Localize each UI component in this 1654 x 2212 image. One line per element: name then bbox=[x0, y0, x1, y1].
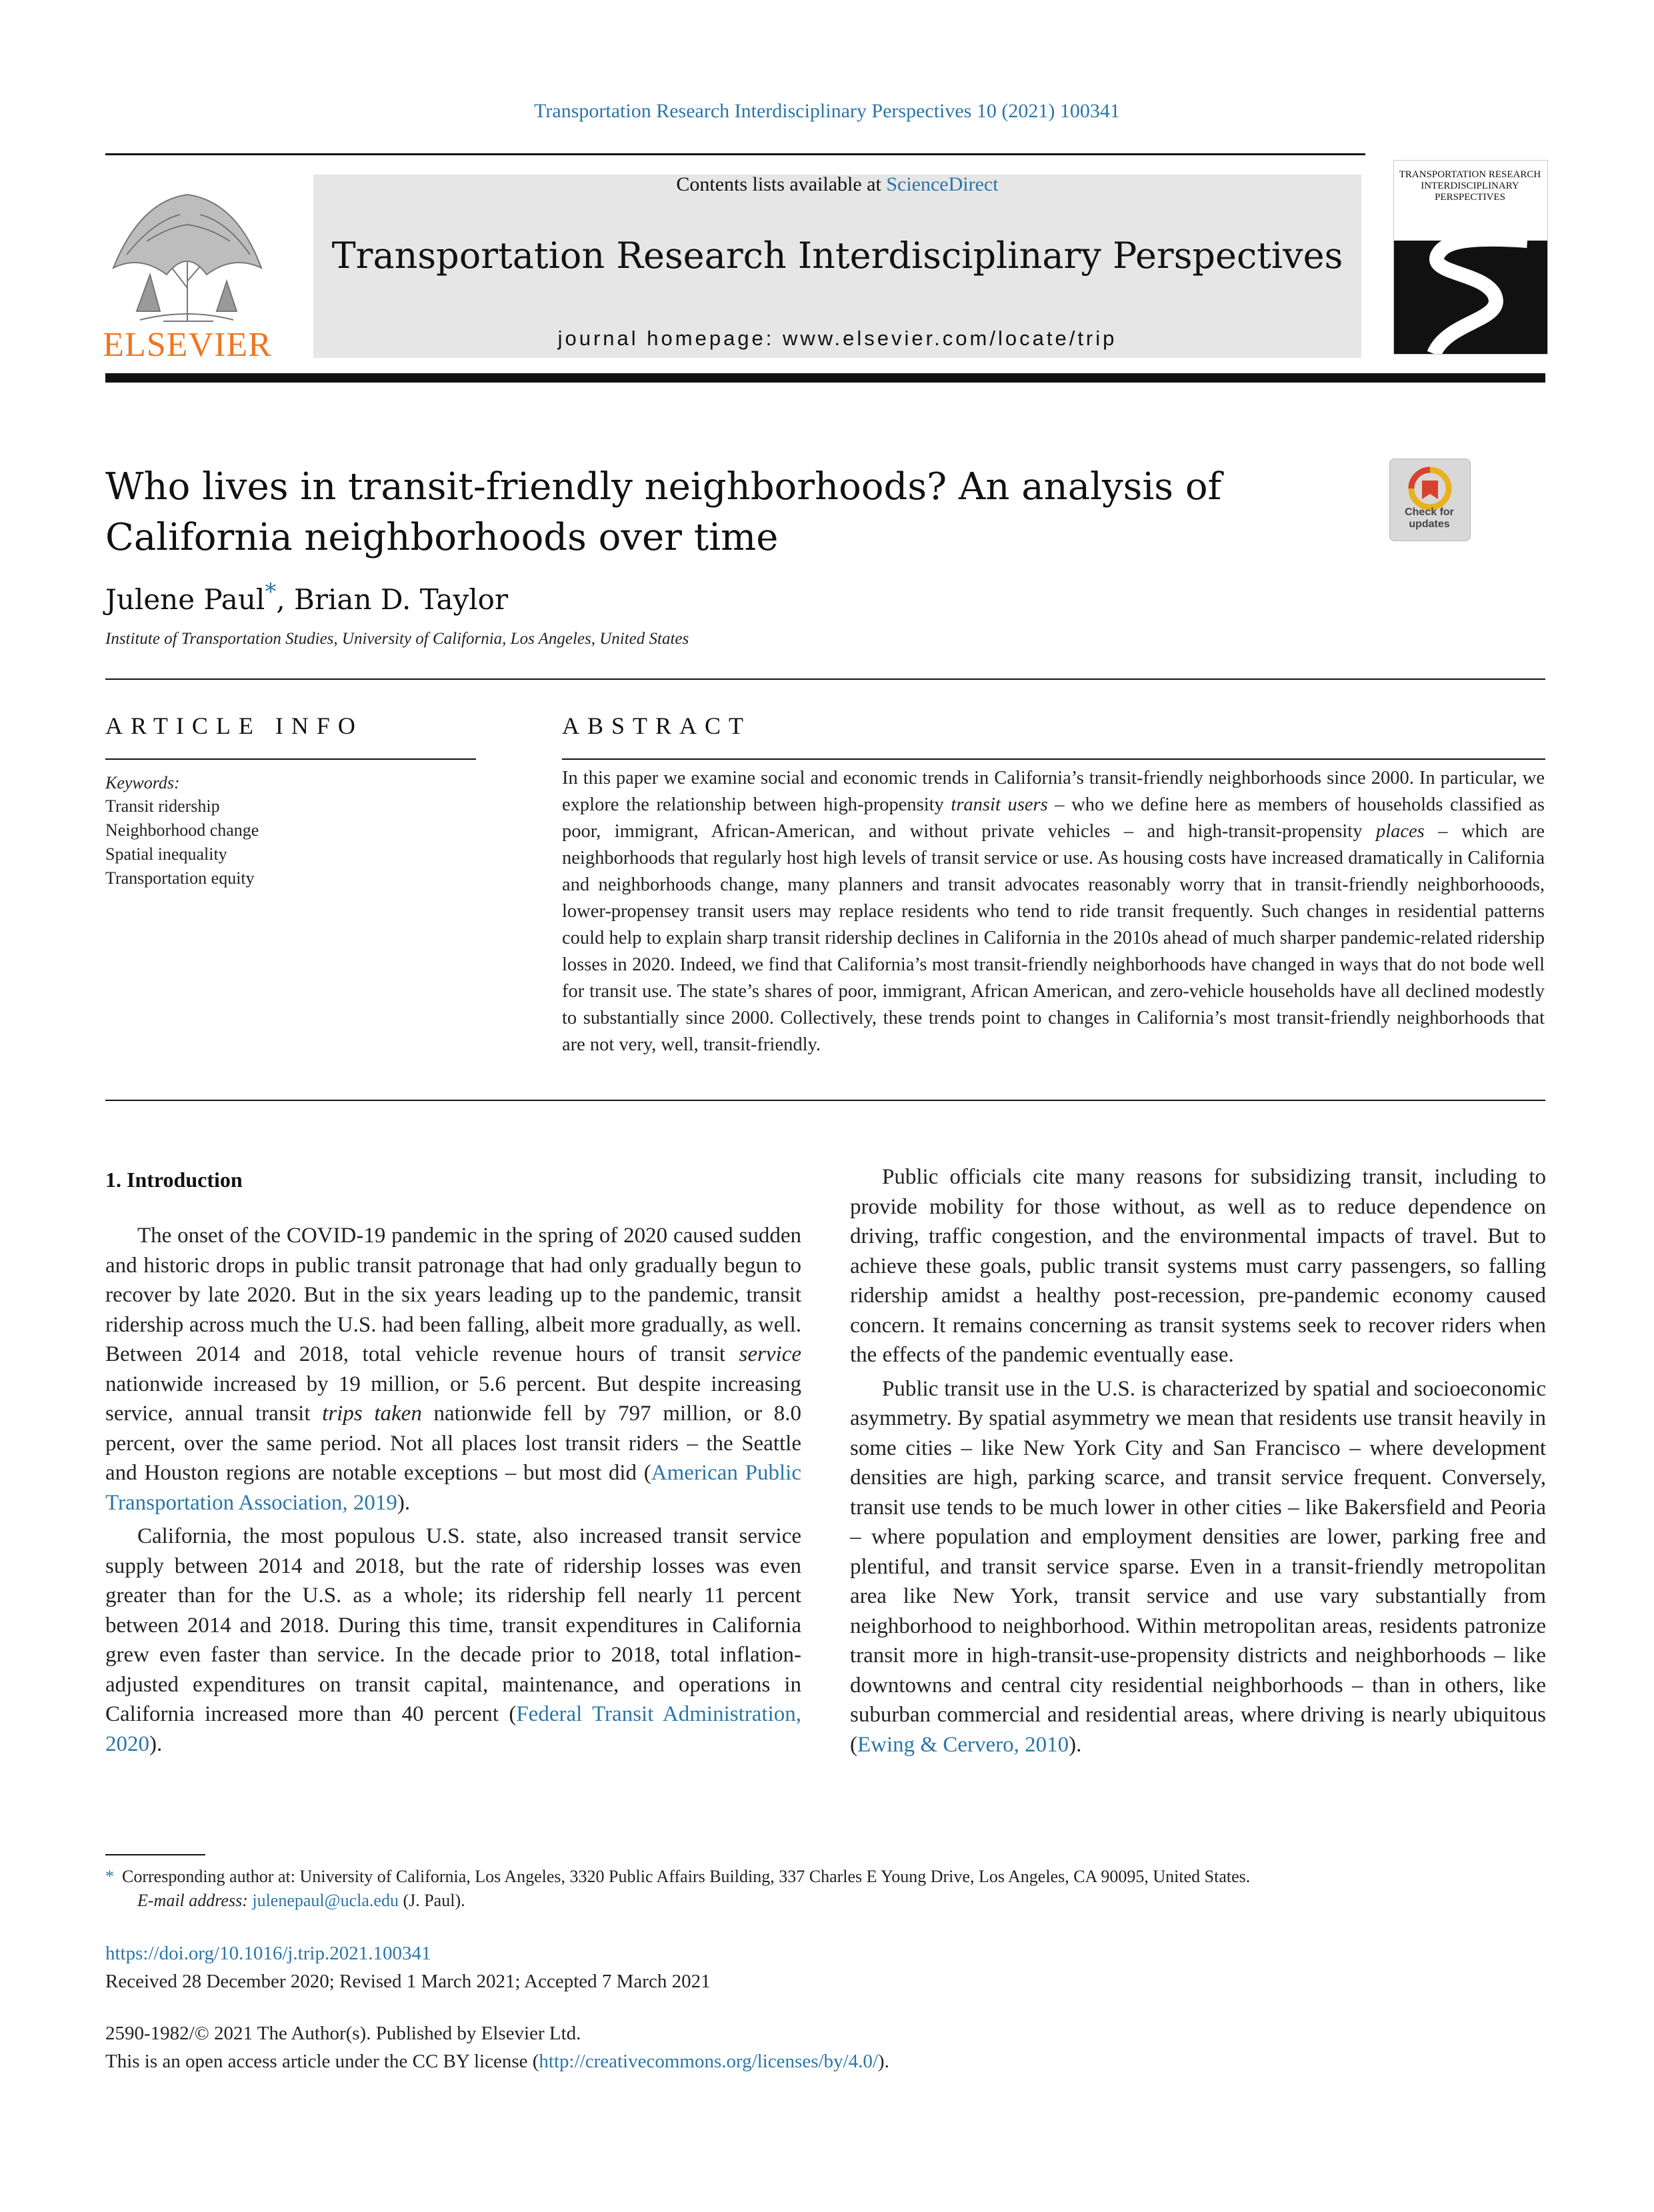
footnote-text: Corresponding author at: University of California, Los Angeles, 3320 Public Affairs Building, 337 Charles E Young Drive, Los Angeles, CA 90095, United States. bbox=[122, 1867, 1251, 1886]
paragraph: Public officials cite many reasons for subsidizing transit, including to provide mobility for those without, as well as to reduce dependence on driving, traffic congestion, and the environmental impacts of travel. But to achieve these goals, public transit systems must carry passengers, so falling ridership amidst a healthy post-recession, pre-pandemic economy caused concern. It remains concerning as transit systems seek to recover riders when the effects of the pandemic eventually ease. bbox=[850, 1165, 1546, 1367]
text-run: ). bbox=[397, 1490, 411, 1515]
author-brian-taylor[interactable]: Brian D. Taylor bbox=[294, 583, 509, 616]
copyright-line: 2590-1982/© 2021 The Author(s). Published by Elsevier Ltd. bbox=[105, 2023, 581, 2044]
text-run: The onset of the COVID-19 pandemic in the spring of 2020 caused sudden and historic drops in public transit patronage that had only gradually begun to recover by late 2020. But in the six years leading up to the pandemic, transit ridership across much the U.S. had been falling, albeit more gradually, as well. Between 2014 and 2018, total vehicle revenue hours of transit bbox=[105, 1224, 801, 1366]
abstract-heading: ABSTRACT bbox=[562, 712, 752, 739]
paper-title: Who lives in transit-friendly neighborhoods? An analysis of California neighborhoods over time bbox=[105, 465, 1222, 559]
keywords-label: Keywords: bbox=[105, 773, 180, 792]
abstract-rule-bottom bbox=[105, 1100, 1545, 1101]
emphasis: trips taken bbox=[322, 1402, 422, 1426]
abstract-rule bbox=[562, 758, 1545, 760]
contents-available-line bbox=[313, 173, 1361, 196]
keyword-item: Transit ridership bbox=[105, 796, 220, 816]
emphasis: service bbox=[739, 1342, 801, 1366]
footnote-marker: * bbox=[105, 1867, 114, 1886]
cover-title-text: TRANSPORTATION RESEARCH INTERDISCIPLINARY PERSPECTIVES bbox=[1399, 169, 1541, 203]
body-column-left bbox=[105, 1221, 801, 1763]
email-line bbox=[105, 1889, 1545, 1913]
journal-title: Transportation Research Interdisciplinary Perspectives bbox=[331, 235, 1343, 277]
section-heading-introduction: 1. Introduction bbox=[105, 1168, 243, 1192]
affiliation: Institute of Transportation Studies, University of California, Los Angeles, United States bbox=[105, 630, 689, 648]
author-julene-paul[interactable]: Julene Paul bbox=[105, 583, 265, 616]
journal-citation-link[interactable]: Transportation Research Interdisciplinary Perspectives 10 (2021) 100341 bbox=[534, 100, 1120, 122]
received-dates: Received 28 December 2020; Revised 1 March 2021; Accepted 7 March 2021 bbox=[105, 1971, 711, 1992]
check-for-updates-label: Check for updates bbox=[1405, 507, 1454, 530]
email-link[interactable]: julenepaul@ucla.edu bbox=[252, 1891, 399, 1910]
text-run: California, the most populous U.S. state, also increased transit service supply between 2014 and 2018, but the rate of ridership losses was even greater than for the U.S. as a whole; its ridership fell nearly 11 percent between 2014 and 2018. During this time, transit expenditures in California grew even faster than service. In the decade prior to 2018, total inflation-adjusted expenditures on transit capital, maintenance, and operations in California increased more than 40 percent ( bbox=[105, 1524, 801, 1726]
keyword-item: Spatial inequality bbox=[105, 844, 227, 864]
abstract-emphasis: transit users bbox=[951, 794, 1048, 815]
citation-link[interactable]: Federal Transit Administration, 2020 bbox=[105, 1702, 801, 1756]
text-run: nationwide fell by 797 million, or 8.0 percent, over the same period. Not all places lost transit riders – the Seattle and Houston regions are notable exceptions – but most did ( bbox=[105, 1402, 802, 1485]
copyright-info bbox=[105, 2019, 1545, 2075]
license-suffix: ). bbox=[877, 2051, 889, 2072]
citation-link[interactable]: American Public Transportation Association, 2019 bbox=[105, 1461, 801, 1515]
abstract-emphasis: places bbox=[1375, 821, 1425, 842]
text-run: Public transit use in the U.S. is characterized by spatial and socioeconomic asymmetry. By spatial asymmetry we mean that residents use transit heavily in some cities – like New York City and San Francisco – where development densities are high, parking scarce, and transit service frequent. Conversely, transit use tends to be much lower in other cities – like Bakersfield and Peoria – where population and employment densities are lower, parking free and plentiful, and transit service sparse. Even in a transit-friendly metropolitan area like New York, transit service and use vary substantially from neighborhood to neighborhood. Within metropolitan areas, residents patronize transit more in high-transit-use-propensity districts and neighborhoods – like downtowns and central city residential neighborhoods – than in others, like suburban commercial and residential areas, where driving is nearly ubiquitous ( bbox=[850, 1376, 1546, 1757]
license-line bbox=[105, 2047, 1545, 2075]
license-prefix: This is an open access article under the CC BY license ( bbox=[105, 2051, 539, 2072]
article-info-rule bbox=[105, 758, 476, 760]
author-list bbox=[105, 578, 508, 616]
corresponding-author-marker[interactable]: * bbox=[265, 578, 277, 605]
abstract-part: – which are neighborhoods that regularly host high levels of transit service or use. As housing costs have increased dramatically in California and neighborhoods change, many planners and transit advocates reasonably worry that in transit-friendly neighborhooods, lower-propensey transit users may replace residents who tend to ride transit frequently. Such changes in residential patterns could help to explain sharp transit ridership declines in California in the 2010s ahead of much sharper pandemic-related ridership losses in 2020. Indeed, we find that California’s most transit-friendly neighborhoods have changed in ways that do not bode well for transit use. The state’s shares of poor, immigrant, African American, and zero-vehicle households have all declined modestly to substantially since 2000. Collectively, these trends point to changes in California’s most transit-friendly neighborhoods that are not very, well, transit-friendly. bbox=[562, 821, 1545, 1055]
text-run: ). bbox=[1069, 1732, 1082, 1757]
journal-homepage-link[interactable]: journal homepage: www.elsevier.com/locate/trip bbox=[557, 327, 1117, 350]
text-run: ). bbox=[149, 1731, 163, 1756]
keyword-list bbox=[105, 794, 259, 890]
doi-link[interactable]: https://doi.org/10.1016/j.trip.2021.100341 bbox=[105, 1943, 431, 1964]
text-run: nationwide increased by 19 million, or 5.6 percent. But despite increasing service, annual transit bbox=[105, 1372, 801, 1426]
header-rule-thick bbox=[105, 373, 1545, 383]
body-column-right bbox=[850, 1162, 1546, 1763]
footnote-rule bbox=[105, 1854, 205, 1855]
citation-link[interactable]: Ewing & Cervero, 2010 bbox=[857, 1732, 1069, 1757]
header-rule-top bbox=[105, 153, 1365, 155]
publication-info bbox=[105, 1939, 1545, 1995]
abstract-part: In this paper we examine social and economic trends in California’s transit-friendly neighborhoods since 2000. In particular, we explore the relationship between high-propensity bbox=[562, 768, 1545, 815]
footnote bbox=[105, 1865, 1545, 1913]
article-info-rule-top bbox=[105, 678, 1545, 680]
abstract-part: – who we define here as members of households classified as poor, immigrant, African-American, and without private vehicles – and high-transit-propensity bbox=[562, 794, 1545, 842]
email-label: E-mail address: bbox=[137, 1891, 253, 1910]
paragraph bbox=[105, 1221, 801, 1518]
contents-prefix: Contents lists available at bbox=[676, 173, 887, 195]
keyword-item: Neighborhood change bbox=[105, 820, 259, 840]
keyword-item: Transportation equity bbox=[105, 868, 255, 888]
author-separator: , bbox=[276, 583, 295, 616]
elsevier-wordmark: ELSEVIER bbox=[103, 326, 272, 364]
license-link[interactable]: http://creativecommons.org/licenses/by/4.0/ bbox=[539, 2051, 878, 2072]
abstract-text bbox=[562, 765, 1545, 1058]
article-info-heading: ARTICLE INFO bbox=[105, 712, 363, 739]
email-suffix: (J. Paul). bbox=[398, 1891, 465, 1910]
corresponding-author-note bbox=[105, 1865, 1545, 1889]
paragraph bbox=[105, 1522, 801, 1759]
sciencedirect-link[interactable]: ScienceDirect bbox=[886, 173, 999, 195]
paragraph bbox=[850, 1374, 1546, 1760]
